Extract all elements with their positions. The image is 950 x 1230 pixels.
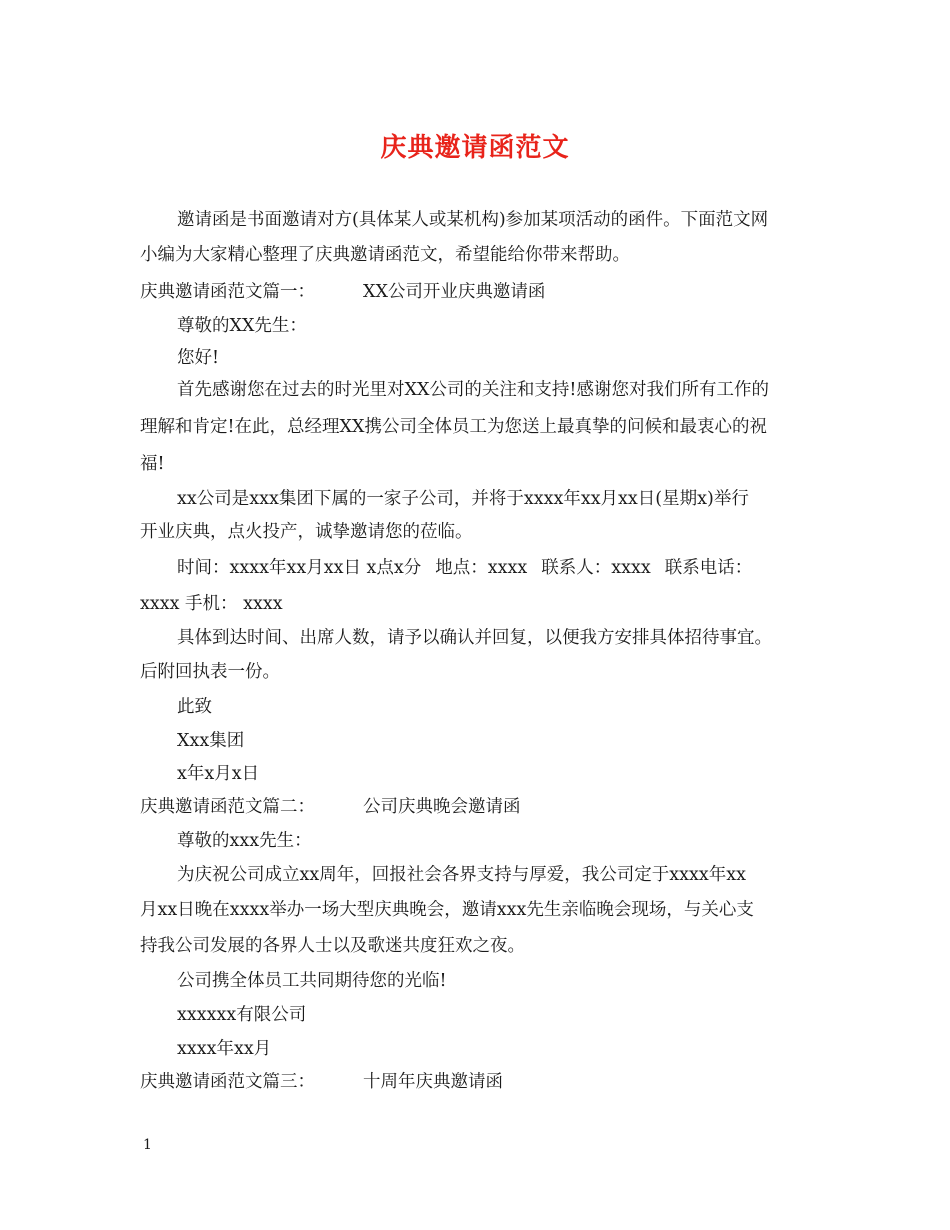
sample-1-heading	[140, 280, 545, 304]
sample-1-label: 庆典邀请函范文篇一：	[140, 282, 315, 302]
sample-1-title: XX公司开业庆典邀请函	[363, 282, 546, 302]
sample-2-para2: 公司携全体员工共同期待您的光临!	[177, 971, 447, 991]
sample-1-date: x年x月x日	[177, 764, 260, 784]
info-time: 时间：xxxx年xx月xx日 x点x分	[177, 558, 422, 578]
sample-2-date: xxxx年xx月	[177, 1039, 272, 1059]
sample-3-label: 庆典邀请函范文篇三：	[140, 1072, 315, 1092]
sample-2-para1-line3: 持我公司发展的各界人士以及歌迷共度狂欢之夜。	[140, 936, 525, 956]
sample-1-closing: 此致	[177, 697, 212, 717]
sample-2-title: 公司庆典晚会邀请函	[363, 797, 521, 817]
sample-1-salutation: 尊敬的XX先生：	[177, 316, 307, 336]
sample-1-info-line1	[177, 556, 752, 580]
sample-1-para1-line2: 理解和肯定!在此，总经理XX携公司全体员工为您送上最真挚的问候和最衷心的祝	[140, 417, 767, 437]
sample-2-signature: xxxxxx有限公司	[177, 1005, 307, 1025]
info-place: 地点：xxxx	[435, 558, 528, 578]
sample-1-para2-line1: xx公司是xxx集团下属的一家子公司，并将于xxxx年xx月xx日(星期x)举行	[177, 489, 749, 509]
sample-1-para4-line1: 具体到达时间、出席人数，请予以确认并回复，以便我方安排具体招待事宜。	[177, 628, 772, 648]
sample-1-signature: Xxx集团	[177, 731, 245, 751]
intro-line-1: 邀请函是书面邀请对方(具体某人或某机构)参加某项活动的函件。下面范文网	[177, 210, 769, 230]
info-phone: 联系电话：	[664, 558, 753, 578]
sample-2-label: 庆典邀请函范文篇二：	[140, 797, 315, 817]
sample-1-greeting: 您好!	[177, 348, 220, 368]
sample-2-para1-line2: 月xx日晚在xxxx举办一场大型庆典晚会，邀请xxx先生亲临晚会现场，与关心支	[140, 900, 754, 920]
sample-1-para1-line3: 福!	[140, 454, 165, 474]
sample-1-para1-line1: 首先感谢您在过去的时光里对XX公司的关注和支持!感谢您对我们所有工作的	[177, 380, 769, 400]
sample-1-para2-line2: 开业庆典，点火投产，诚挚邀请您的莅临。	[140, 522, 473, 542]
sample-2-heading	[140, 795, 521, 819]
intro-line-2: 小编为大家精心整理了庆典邀请函范文，希望能给你带来帮助。	[140, 245, 630, 265]
info-contact: 联系人：xxxx	[541, 558, 651, 578]
document-title: 庆典邀请函范文	[380, 133, 570, 163]
sample-1-info-line2: xxxx 手机： xxxx	[140, 594, 283, 614]
sample-3-title: 十周年庆典邀请函	[363, 1072, 503, 1092]
sample-2-para1-line1: 为庆祝公司成立xx周年，回报社会各界支持与厚爱，我公司定于xxxx年xx	[177, 865, 746, 885]
sample-1-para4-line2: 后附回执表一份。	[140, 662, 280, 682]
sample-2-salutation: 尊敬的xxx先生：	[177, 831, 312, 851]
sample-3-heading	[140, 1070, 503, 1094]
page-number: 1	[143, 1137, 152, 1153]
